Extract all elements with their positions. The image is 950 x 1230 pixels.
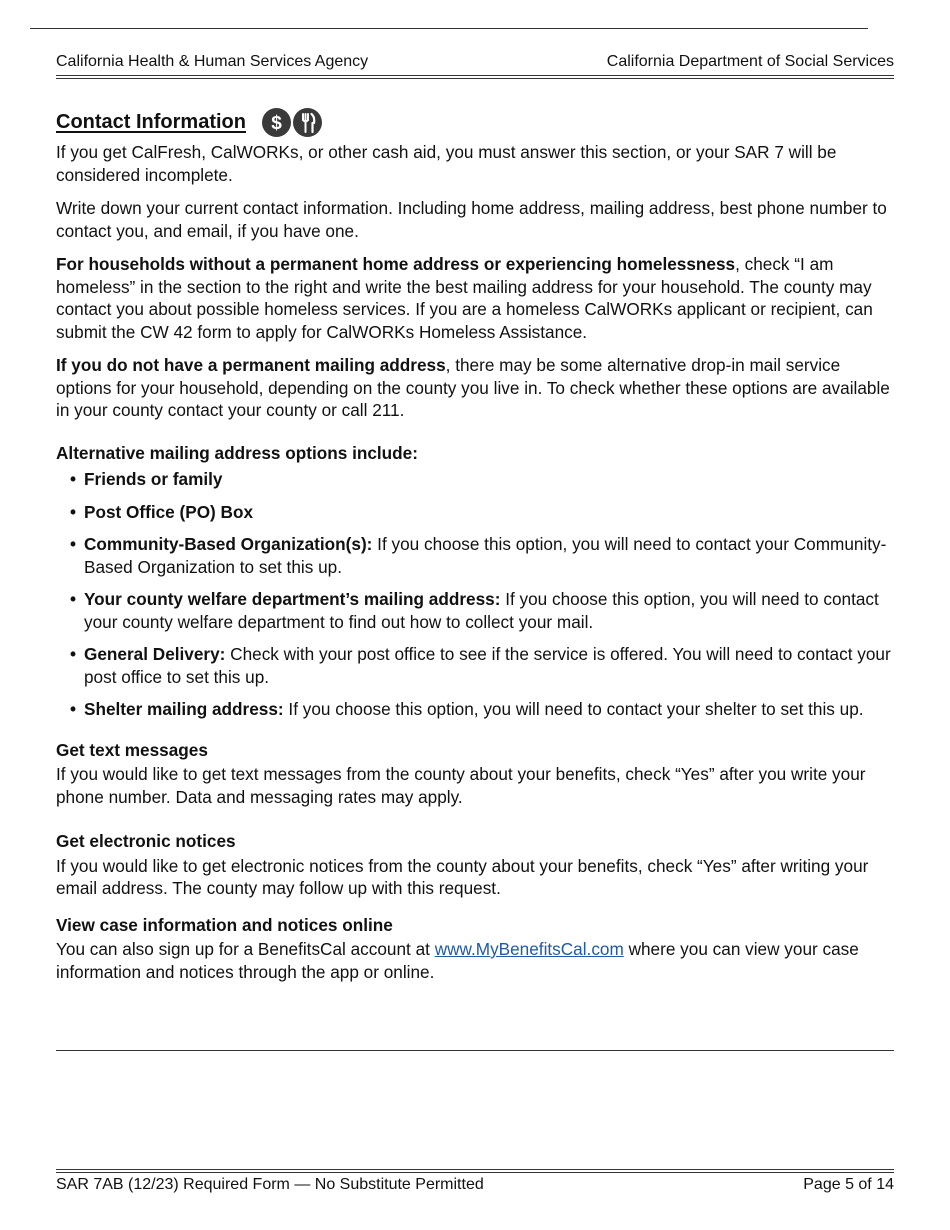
list-item [56, 501, 896, 524]
main-content [56, 106, 896, 994]
electronic-notices-body: If you would like to get electronic notices from the county about your benefits, check “Yes” after writing your email address. The county may follow up with this request. [56, 855, 869, 898]
header-rule [56, 75, 894, 79]
homeless-paragraph [56, 253, 896, 343]
text-messages-heading: Get text messages [56, 739, 208, 760]
dollar-icon [262, 108, 291, 137]
online-text-before: You can also sign up for a BenefitsCal account at [56, 939, 435, 959]
no-mailing-bold: If you do not have a permanent mailing address [56, 355, 446, 375]
fork-knife-icon [293, 108, 322, 137]
option-label: Post Office (PO) Box [84, 501, 254, 522]
content-end-rule [56, 1050, 894, 1051]
svg-text:$: $ [271, 112, 282, 134]
header-agency: California Health & Human Services Agency [56, 53, 369, 70]
option-label: Friends or family [84, 469, 223, 489]
alt-options-list [56, 468, 896, 721]
section-title: Contact Information [56, 110, 246, 133]
option-label: Shelter mailing address: [84, 699, 284, 719]
homeless-bold: For households without a permanent home address or experiencing homelessness [56, 254, 736, 274]
footer-rule [56, 1169, 894, 1173]
online-body [56, 938, 896, 983]
online-heading: View case information and notices online [56, 914, 393, 935]
list-item [56, 468, 896, 491]
online-text-after: where you can view your case information and notices through the app or online. [56, 939, 859, 982]
page-number: Page 5 of 14 [803, 1176, 894, 1193]
page-header [56, 51, 894, 73]
list-item [56, 533, 896, 578]
footer-form-id: SAR 7AB (12/23) Required Form — No Substitute Permitted [56, 1176, 484, 1193]
list-item [56, 643, 896, 688]
option-text: Check with your post office to see if the service is offered. You will need to contact your post office to set this up. [84, 644, 891, 687]
section-title-row [56, 106, 896, 138]
list-item [56, 588, 896, 633]
homeless-text: , check “I am homeless” in the section to the right and write the best mailing address for your household. The county may contact you about possible homeless services. If you are a homeless CalWORKs applicant or recipient, can submit the CW 42 form to apply for CalWORKs Homeless Assistance. [56, 254, 873, 342]
option-text: If you choose this option, you will need to contact your Community-Based Organization to set this up. [84, 534, 887, 577]
page-footer [56, 1174, 894, 1196]
alt-options-heading: Alternative mailing address options include: [56, 442, 418, 463]
text-messages-body: If you would like to get text messages from the county about your benefits, check “Yes” after you write your phone number. Data and messaging rates may apply. [56, 764, 866, 807]
list-item [56, 698, 896, 721]
option-label: Your county welfare department’s mailing address: [84, 589, 501, 609]
option-text: If you choose this option, you will need to contact your county welfare department to find out how to collect your mail. [84, 589, 879, 632]
no-mailing-text: , there may be some alternative drop-in mail service options for your household, depending on the county you live in. To check whether these options are available in your county contact your county or call 211. [56, 355, 890, 420]
option-text: If you choose this option, you will need to contact your shelter to set this up. [283, 699, 864, 719]
no-mailing-paragraph [56, 354, 896, 422]
electronic-notices-heading: Get electronic notices [56, 831, 236, 851]
contact-paragraph: Write down your current contact information. Including home address, mailing address, best phone number to contact you, and email, if you have one. [56, 198, 887, 241]
intro-paragraph: If you get CalFresh, CalWORKs, or other cash aid, you must answer this section, or your SAR 7 will be considered incomplete. [56, 142, 837, 185]
option-label: General Delivery: [84, 644, 226, 664]
top-rule [30, 28, 868, 29]
option-label: Community-Based Organization(s): [84, 534, 373, 554]
header-department: California Department of Social Services [606, 53, 894, 70]
benefitscal-link[interactable]: www.MyBenefitsCal.com [434, 939, 624, 959]
